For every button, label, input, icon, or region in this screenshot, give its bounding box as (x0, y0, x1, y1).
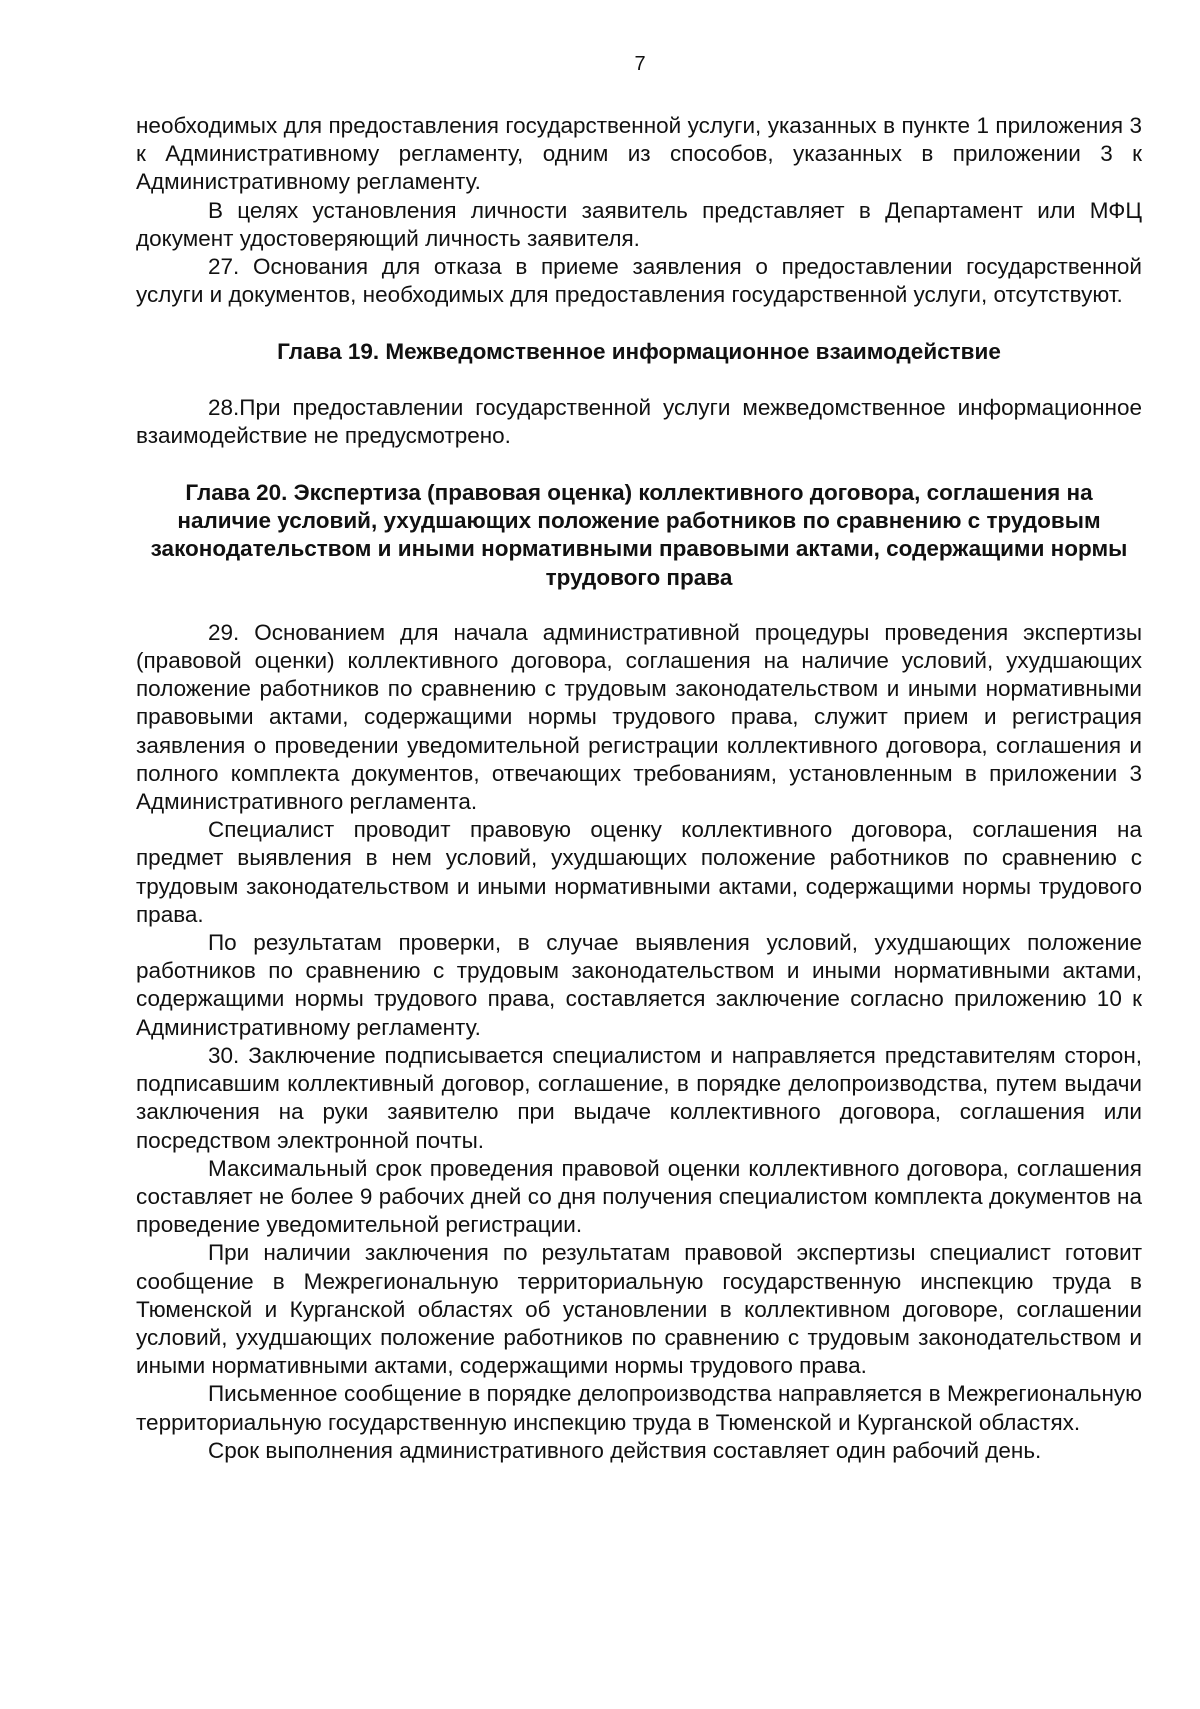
paragraph-specialist-assessment: Специалист проводит правовую оценку коллективного договора, соглашения на предмет выявления в нем условий, ухудшающих положение работников по сравнению с трудовым законодательством и иными нормативными актами, содержащими нормы трудового права. (136, 817, 1142, 927)
page-number: 7 (634, 53, 646, 75)
paragraph-30: 30. Заключение подписывается специалистом и направляется представителям сторон, подписавшим коллективный договор, соглашение, в порядке делопроизводства, путем выдачи заключения на руки заявителю при выдаче коллективного договора, соглашения или посредством электронной почты. (136, 1042, 1142, 1153)
paragraph-written-message: Письменное сообщение в порядке делопроизводства направляется в Межрегиональную территориальную государственную инспекцию труда в Тюменской и Курганской областях. (136, 1381, 1142, 1435)
paragraph-action-term: Срок выполнения административного действия составляет один рабочий день. (208, 1437, 1042, 1463)
paragraph-continuation: необходимых для предоставления государственной услуги, указанных в пункте 1 приложения 3 к Административному регламенту, одним из способов, указанных в приложении 3 к Административному регламенту. (136, 113, 1142, 195)
document-body (136, 112, 1142, 1465)
paragraph-28: 28.При предоставлении государственной услуги межведомственное информационное взаимодействие не предусмотрено. (136, 394, 1142, 448)
paragraph-identity: В целях установления личности заявитель представляет в Департамент или МФЦ документ удостоверяющий личность заявителя. (136, 197, 1142, 251)
chapter-19-heading: Глава 19. Межведомственное информационное взаимодействие (277, 339, 1001, 365)
paragraph-inspection-message: При наличии заключения по результатам правовой экспертизы специалист готовит сообщение в Межрегиональную территориальную государственную инспекцию труда в Тюменской и Курганской областях об установлении в коллективном договоре, соглашении условий, ухудшающих положение работников по сравнению с трудовым законодательством и иными нормативными актами, содержащими нормы трудового права. (136, 1240, 1142, 1379)
paragraph-29: 29. Основанием для начала административной процедуры проведения экспертизы (правовой оценки) коллективного договора, соглашения на наличие условий, ухудшающих положение работников по сравнению с трудовым законодательством и иными нормативными правовыми актами, содержащими нормы трудового права, служит прием и регистрация заявления о проведении уведомительной регистрации коллективного договора, соглашения и полного комплекта документов, отвечающих требованиям, установленным в приложении 3 Административного регламента. (136, 619, 1142, 815)
paragraph-27: 27. Основания для отказа в приеме заявления о предоставлении государственной услуги и документов, необходимых для предоставления государственной услуги, отсутствуют. (136, 254, 1142, 308)
paragraph-check-results: По результатам проверки, в случае выявления условий, ухудшающих положение работников по сравнению с трудовым законодательством и иными нормативными актами, содержащими нормы трудового права, составляется заключение согласно приложению 10 к Административному регламенту. (136, 930, 1142, 1040)
paragraph-max-term: Максимальный срок проведения правовой оценки коллективного договора, соглашения составляет не более 9 рабочих дней со дня получения специалистом комплекта документов на проведение уведомительной регистрации. (136, 1155, 1142, 1238)
chapter-20-heading: Глава 20. Экспертиза (правовая оценка) коллективного договора, соглашения на наличие условий, ухудшающих положение работников по сравнению с трудовым законодательством и иными нормативными правовыми актами, содержащими нормы трудового права (150, 480, 1128, 590)
